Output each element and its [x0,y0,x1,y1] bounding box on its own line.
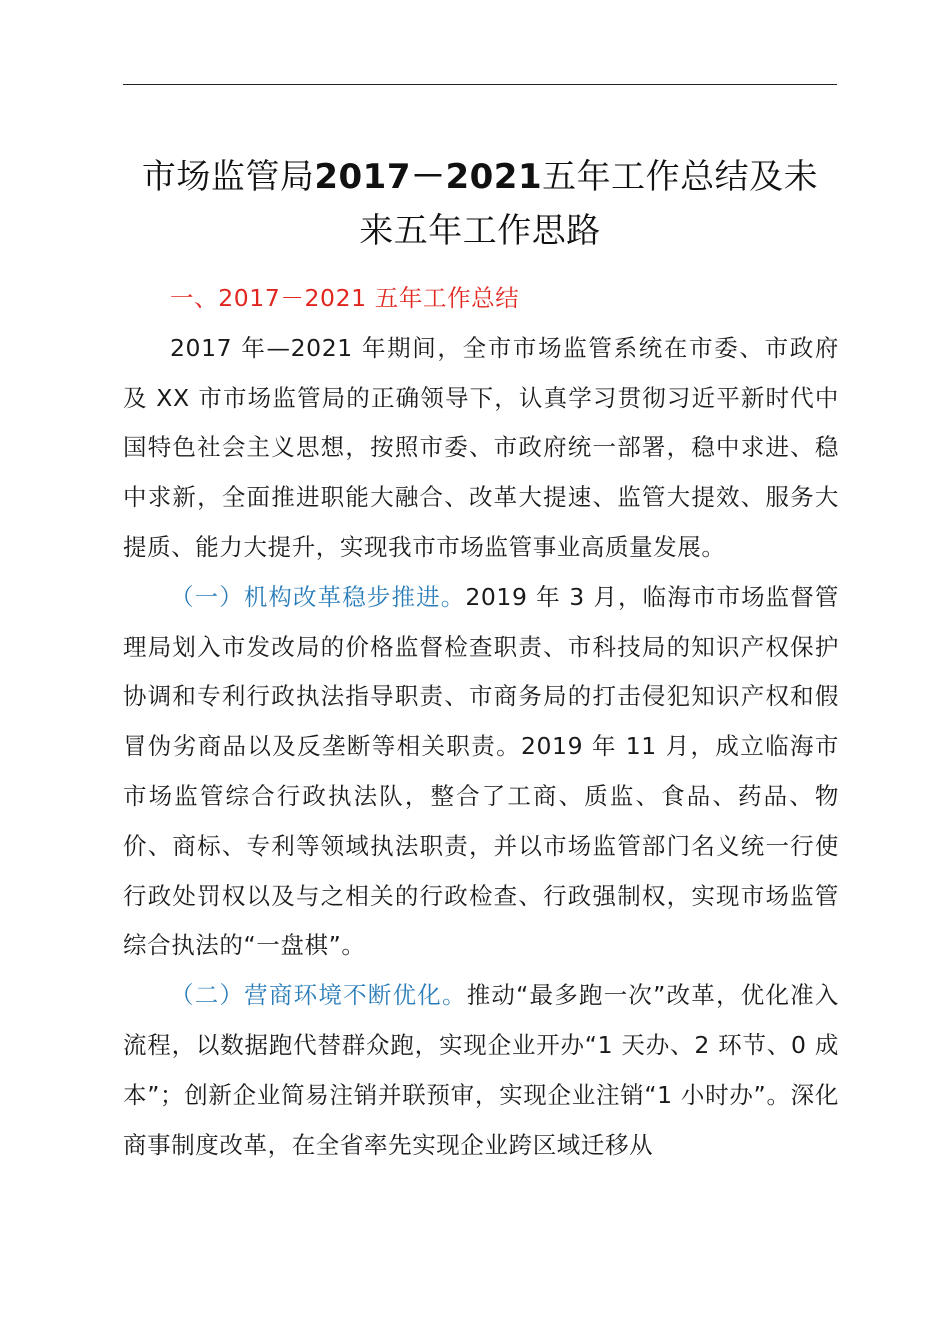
subsection-2-text: 推动“最多跑一次”改革，优化准入流程，以数据跑代替群众跑，实现企业开办“1 天办、2 环节、0 成本”；创新企业简易注销并联预审，实现企业注销“1 小时办”。深化商事制度改革，在全省率先实现企业跨区域迁移从 [123,981,839,1159]
subsection-1-text: 2019 年 3 月，临海市市场监督管理局划入市发改局的价格监督检查职责、市科技局的知识产权保护协调和专利行政执法指导职责、市商务局的打击侵犯知识产权和假冒伪劣商品以及反垄断等相关职责。2019 年 11 月，成立临海市市场监管综合行政执法队，整合了工商、质监、食品、药品、物价、商标、专利等领域执法职责，并以市场监管部门名义统一行使行政处罚权以及与之相关的行政检查、行政强制权，实现市场监管综合执法的“一盘棋”。 [123,582,839,960]
title-line1-pre: 市场监管局 [141,157,315,197]
title-line1-year: 2017－2021 [314,157,543,197]
paragraph-1: 2017 年—2021 年期间，全市市场监管系统在市委、市政府及 XX 市市场监管局的正确领导下，认真学习贯彻习近平新时代中国特色社会主义思想，按照市委、市政府统一部署，稳中求进、稳中求新，全面推进职能大融合、改革大提速、监管大提效、服务大提质、能力大提升，实现我市市场监管事业高质量发展。 [123,333,839,561]
section1-heading: 一、2017－2021 五年工作总结 [170,284,520,312]
document-title [110,150,850,258]
header-rule [123,84,837,85]
title-line2: 来五年工作思路 [359,211,601,251]
paragraph-2 [123,573,839,971]
subsection-2-heading: （二）营商环境不断优化。 [170,981,467,1010]
title-line1-post: 五年工作总结及未 [542,157,819,197]
document-body [123,274,839,1170]
paragraph-3 [123,971,839,1170]
subsection-1-heading: （一）机构改革稳步推进。 [170,582,466,611]
